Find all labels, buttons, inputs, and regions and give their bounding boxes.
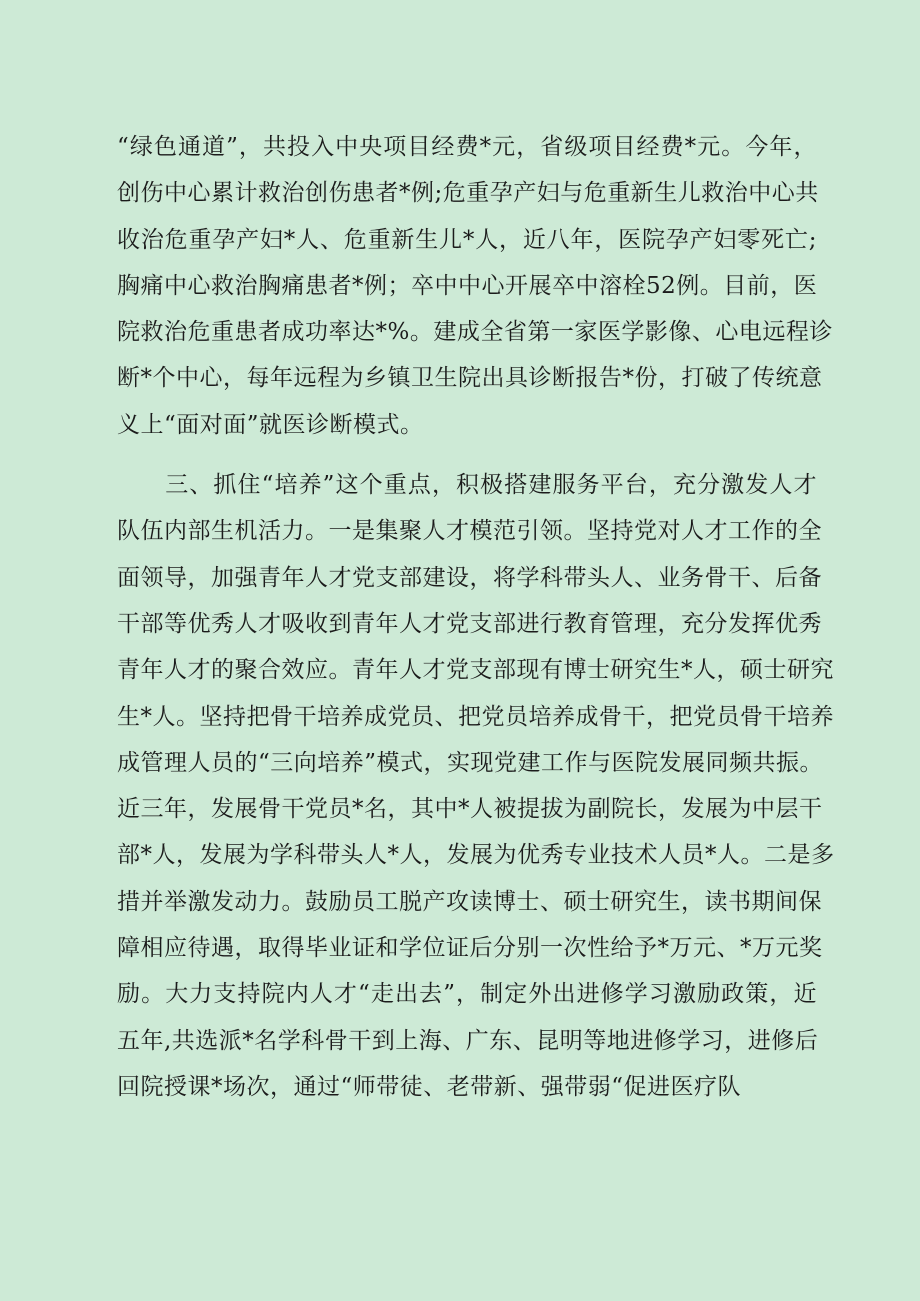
text-line: 五年,共选派*名学科骨干到上海、广东、昆明等地进修学习，进修后 <box>117 1027 819 1054</box>
text-line: 干部等优秀人才吸收到青年人才党支部进行教育管理，充分发挥优秀 <box>117 610 822 637</box>
text-line: “绿色通道”，共投入中央项目经费*元，省级项目经费*元。今年， <box>117 134 817 160</box>
text-line: 励。大力支持院内人才“走出去”，制定外出进修学习激励政策，近 <box>117 981 817 1008</box>
text-line: 部*人，发展为学科带头人*人，发展为优秀专业技术人员*人。二是多 <box>117 842 835 869</box>
paragraph-gap <box>117 448 817 462</box>
text-line: 院救治危重患者成功率达*%。建成全省第一家医学影像、心电远程诊 <box>117 319 833 346</box>
text-line: 三、抓住“培养”这个重点，积极搭建服务平台，充分激发人才 <box>117 472 817 499</box>
text-line: 回院授课*场次，通过“师带徒、老带新、强带弱“促进医疗队 <box>117 1073 742 1100</box>
text-line: 措并举激发动力。鼓励员工脱产攻读博士、硕士研究生，读书期间保 <box>117 888 822 915</box>
text-line: 收治危重孕产妇*人、危重新生儿*人，近八年，医院孕产妇零死亡; <box>117 226 817 253</box>
text-line: 义上“面对面”就医诊断模式。 <box>117 411 424 438</box>
text-line: 队伍内部生机活力。一是集聚人才模范引领。坚持党对人才工作的全 <box>117 518 822 545</box>
text-line: 胸痛中心救治胸痛患者*例；卒中中心开展卒中溶栓52例。目前，医 <box>117 272 818 299</box>
text-line: 创伤中心累计救治创伤患者*例;危重孕产妇与危重新生儿救治中心共 <box>117 180 819 207</box>
text-line: 断*个中心，每年远程为乡镇卫生院出具诊断报告*份，打破了传统意 <box>117 365 823 392</box>
document-body <box>117 124 835 1110</box>
paragraph-2 <box>117 462 835 1110</box>
text-line: 成管理人员的“三向培养”模式，实现党建工作与医院发展同频共振。 <box>117 749 824 776</box>
text-line: 近三年，发展骨干党员*名，其中*人被提拔为副院长，发展为中层干 <box>117 796 823 823</box>
text-line: 障相应待遇，取得毕业证和学位证后分别一次性给予*万元、*万元奖 <box>117 935 823 962</box>
text-line: 青年人才的聚合效应。青年人才党支部现有博士研究生*人，硕士研究 <box>117 657 834 684</box>
text-line: 面领导，加强青年人才党支部建设，将学科带头人、业务骨干、后备 <box>117 564 822 591</box>
text-line: 生*人。坚持把骨干培养成党员、把党员培养成骨干，把党员骨干培养 <box>117 703 834 730</box>
paragraph-1 <box>117 124 833 448</box>
